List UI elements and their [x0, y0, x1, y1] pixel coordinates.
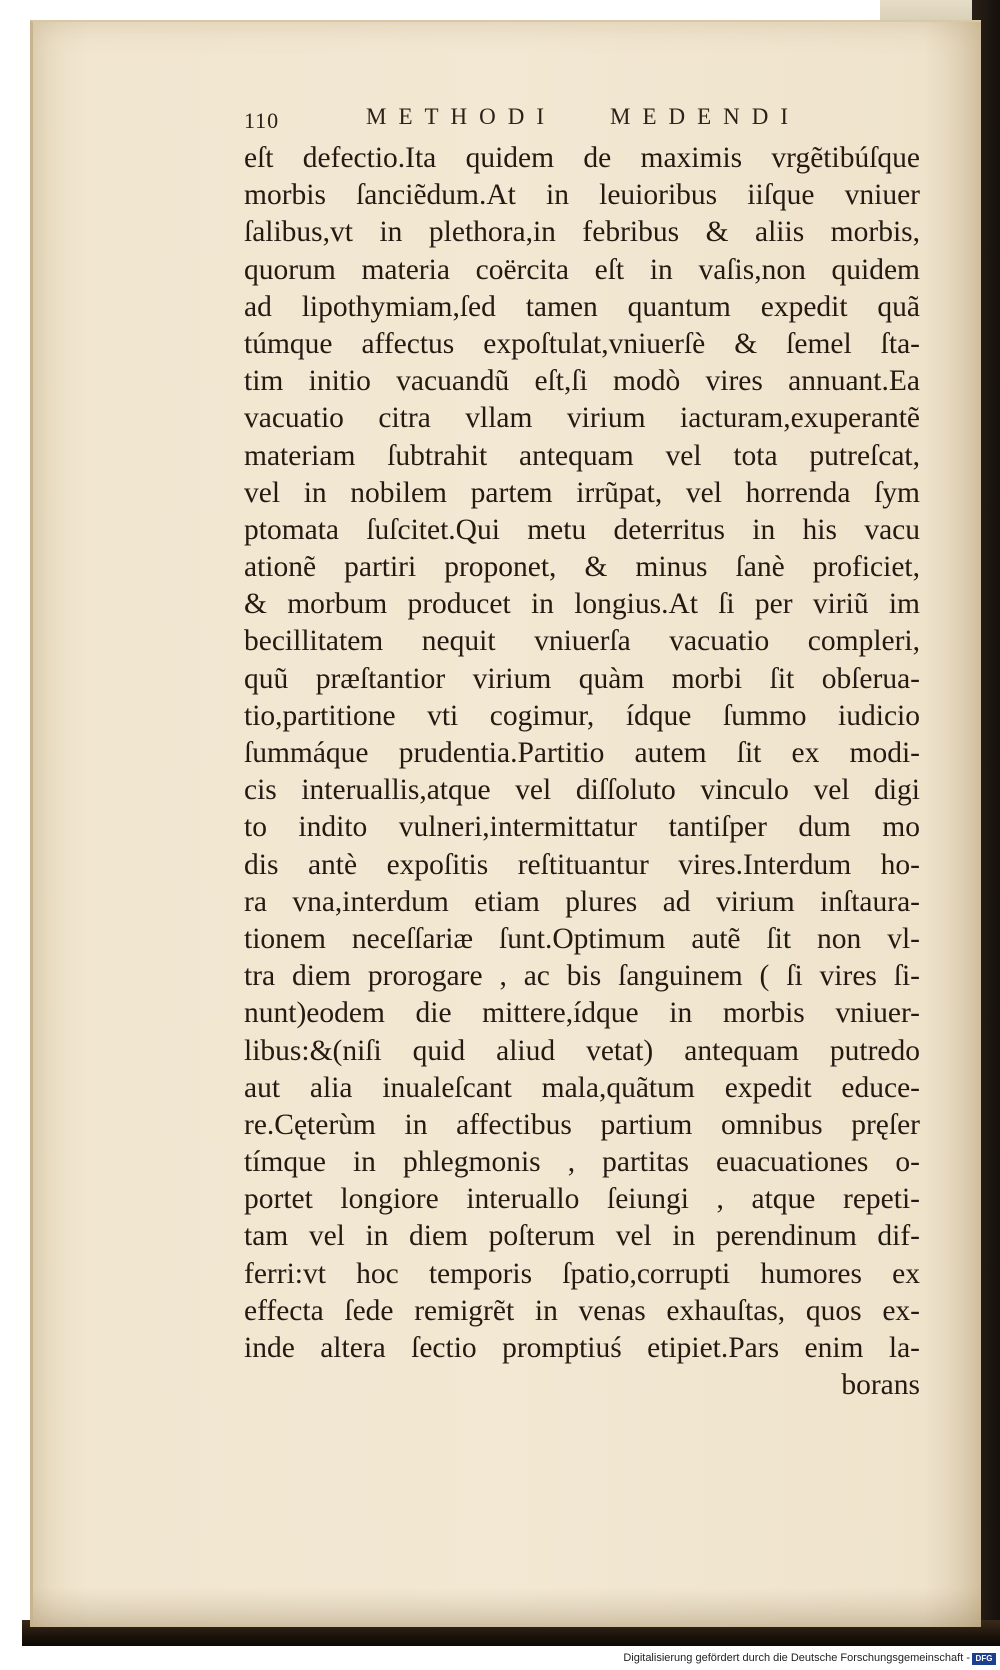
text-line: túmque affectus expoſtulat,vniuerſè & ſemel ſta- — [244, 327, 920, 360]
text-line: re.Cęterùm in affectibus partium omnibus pręſer — [244, 1108, 920, 1141]
text-line: tim initio vacuandũ eſt,ſi modò vires annuant.Ea — [244, 365, 920, 398]
text-line: ra vna,interdum etiam plures ad virium inſtaura- — [244, 885, 920, 918]
text-line: ptomata ſuſcitet.Qui metu deterritus in his vacu — [244, 513, 920, 546]
text-line: cis interuallis,atque vel diſſoluto vinculo vel digi — [244, 774, 920, 807]
text-line: ſalibus,vt in plethora,in febribus & aliis morbis, — [244, 216, 920, 249]
text-line: dis antè expoſitis reſtituantur vires.Interdum ho- — [244, 848, 920, 881]
text-line: to indito vulneri,intermittatur tantiſper dum mo — [244, 811, 920, 844]
text-line: materiam ſubtrahit antequam vel tota putreſcat, — [244, 439, 920, 472]
text-line: aut alia inualeſcant mala,quãtum expedit educe- — [244, 1071, 920, 1104]
running-head-left: METHODI — [366, 104, 557, 129]
text-line: vel in nobilem partem irrũpat, vel horrenda ſym — [244, 476, 920, 509]
text-line: tio,partitione vti cogimur, ídque ſummo iudicio — [244, 699, 920, 732]
text-line: ferri:vt hoc temporis ſpatio,corrupti humores ex — [244, 1257, 920, 1290]
text-line: becillitatem nequit vniuerſa vacuatio compleri, — [244, 625, 920, 658]
text-line: eſt defectio.Ita quidem de maximis vrgẽtibúſque — [244, 142, 920, 174]
text-line: libus:&(niſi quid aliud vetat) antequam putredo — [244, 1034, 920, 1067]
text-line: effecta ſede remigrẽt in venas exhauſtas, quos ex- — [244, 1294, 920, 1327]
running-head-right: MEDENDI — [610, 104, 801, 129]
text-line: portet longiore interuallo ſeiungi , atque repeti- — [244, 1183, 920, 1216]
text-line: borans — [841, 1369, 920, 1402]
dfg-logo-icon: DFG — [972, 1653, 996, 1665]
text-line: morbis ſanciẽdum.At in leuioribus iiſque vniuer — [244, 179, 920, 212]
text-line: & morbum producet in longius.At ſi per viriũ im — [244, 588, 920, 621]
text-line: ad lipothymiam,ſed tamen quantum expedit quã — [244, 290, 920, 323]
body-text — [244, 140, 920, 1404]
text-line: ſummáque prudentia.Partitio autem ſit ex modi- — [244, 737, 920, 769]
text-line: tionem neceſſariæ ſunt.Optimum autẽ ſit non vl- — [244, 922, 920, 955]
text-line: inde altera ſectio promptiuś etipiet.Pars enim la- — [244, 1332, 920, 1364]
page-number: 110 — [244, 108, 280, 133]
text-line: tímque in phlegmonis , partitas euacuationes o- — [244, 1146, 920, 1179]
text-line: ationẽ partiri proponet, & minus ſanè proficiet, — [244, 551, 920, 584]
text-line: tra diem prorogare , ac bis ſanguinem ( ſi vires ſi- — [244, 960, 920, 993]
text-line: quũ præſtantior virium quàm morbi ſit obſerua- — [244, 662, 920, 695]
digitization-footer — [0, 1650, 1000, 1670]
text-line: nunt)eodem die mittere,ídque in morbis vniuer- — [244, 997, 920, 1030]
text-line: quorum materia coërcita eſt in vaſis,non quidem — [244, 253, 920, 286]
footer-credit: Digitalisierung gefördert durch die Deutsche Forschungsgemeinschaft - — [623, 1652, 970, 1664]
text-line: tam vel in diem poſterum vel in perendinum dif- — [244, 1220, 920, 1253]
text-line: vacuatio citra vllam virium iacturam,exuperantẽ — [244, 402, 920, 435]
